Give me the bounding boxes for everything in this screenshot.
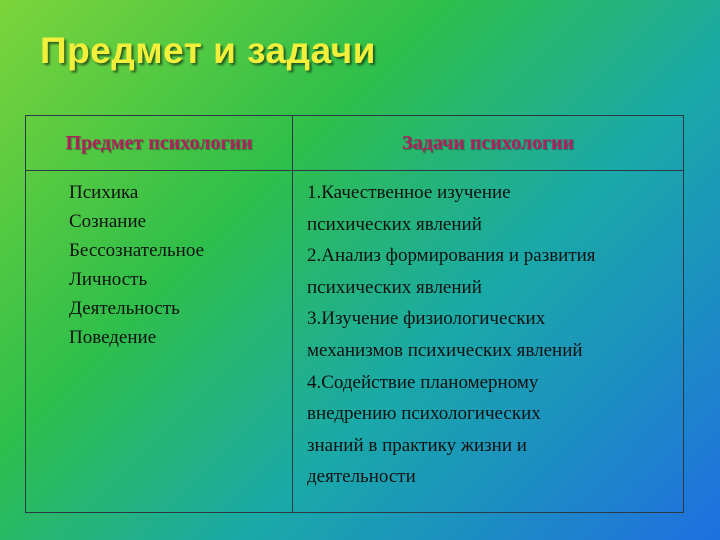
task-line: знаний в практику жизни и <box>307 434 527 456</box>
subject-item-consciousness: Сознание <box>69 211 147 232</box>
content-table <box>25 115 684 513</box>
header-divider <box>26 170 683 171</box>
task-line: 1.Качественное изучение <box>307 182 511 203</box>
subject-item-unconscious: Бессознательное <box>69 240 205 261</box>
header-tasks: Задачи психологии <box>402 131 574 154</box>
subject-item-psyche: Психика <box>69 182 139 203</box>
task-line: 2.Анализ формирования и развития <box>307 245 596 267</box>
slide-title: Предмет и задачи <box>40 30 376 71</box>
task-line: 3.Изучение физиологических <box>307 308 546 330</box>
column-divider <box>292 116 293 512</box>
task-line: 4.Содействие планомерному <box>307 371 539 393</box>
header-subject: Предмет психологии <box>65 131 253 154</box>
subject-list <box>69 178 204 352</box>
tasks-text <box>307 177 679 493</box>
task-line: внедрению психологических <box>307 403 541 425</box>
subject-item-personality: Личность <box>69 269 148 290</box>
task-line: деятельности <box>307 466 416 488</box>
task-line: механизмов психических явлений <box>307 339 583 361</box>
subject-item-activity: Деятельность <box>69 298 180 319</box>
task-line: психических явлений <box>307 276 482 298</box>
task-line: психических явлений <box>307 213 482 235</box>
subject-item-behavior: Поведение <box>69 327 157 348</box>
